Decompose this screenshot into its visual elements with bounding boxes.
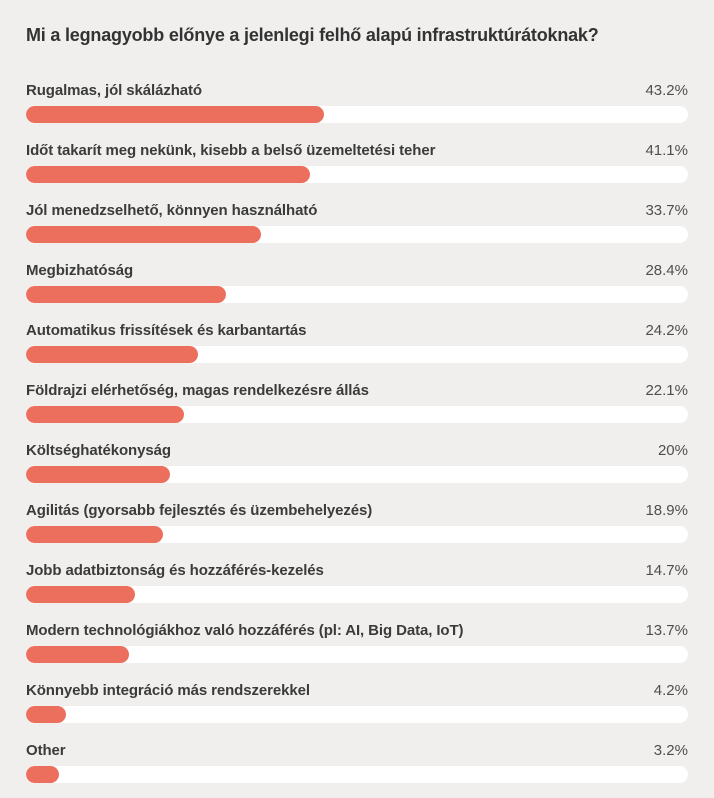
bar-row xyxy=(26,321,688,363)
bar-fill xyxy=(26,346,198,363)
bar-row-head xyxy=(26,441,688,460)
bar-value: 20% xyxy=(657,442,688,459)
bar-fill xyxy=(26,526,163,543)
bar-track xyxy=(26,646,688,663)
bar-row xyxy=(26,501,688,543)
bar-label: Földrajzi elérhetőség, magas rendelkezésre állás xyxy=(26,382,369,399)
bar-label: Agilitás (gyorsabb fejlesztés és üzembehelyezés) xyxy=(26,502,373,519)
bar-row xyxy=(26,441,688,483)
bar-label: Időt takarít meg nekünk, kisebb a belső üzemeltetési teher xyxy=(26,142,436,159)
chart-title: Mi a legnagyobb előnye a jelenlegi felhő alapú infrastruktúrátoknak? xyxy=(26,25,599,45)
bar-track xyxy=(26,406,688,423)
bar-label: Other xyxy=(26,742,66,759)
bar-value: 14.7% xyxy=(645,562,688,579)
bar-row-head xyxy=(26,381,688,400)
bar-fill xyxy=(26,106,324,123)
bar-row-head xyxy=(26,201,688,220)
bar-label: Megbizhatóság xyxy=(26,262,134,279)
bar-row xyxy=(26,261,688,303)
bar-value: 43.2% xyxy=(645,82,688,99)
bar-label: Könnyebb integráció más rendszerekkel xyxy=(26,682,310,699)
bar-fill xyxy=(26,766,59,783)
bar-row-head xyxy=(26,321,688,340)
bar-row-head xyxy=(26,621,688,640)
bar-label: Költséghatékonyság xyxy=(26,442,171,459)
bar-row-head xyxy=(26,81,688,100)
bar-track xyxy=(26,166,688,183)
bar-row-head xyxy=(26,141,688,160)
bar-value: 13.7% xyxy=(645,622,688,639)
bar-label: Automatikus frissítések és karbantartás xyxy=(26,322,307,339)
bar-row xyxy=(26,141,688,183)
bar-row xyxy=(26,681,688,723)
bar-label: Rugalmas, jól skálázható xyxy=(26,82,202,99)
bar-row-head xyxy=(26,501,688,520)
bar-row-head xyxy=(26,681,688,700)
bar-value: 41.1% xyxy=(645,142,688,159)
bar-row xyxy=(26,81,688,123)
bar-track xyxy=(26,586,688,603)
bar-row xyxy=(26,621,688,663)
bar-value: 33.7% xyxy=(645,202,688,219)
bar-row xyxy=(26,741,688,783)
bar-track xyxy=(26,526,688,543)
bar-row-head xyxy=(26,561,688,580)
bar-track xyxy=(26,286,688,303)
bar-row-head xyxy=(26,261,688,280)
bar-fill xyxy=(26,406,184,423)
bar-fill xyxy=(26,706,66,723)
bar-track xyxy=(26,766,688,783)
bar-fill xyxy=(26,586,135,603)
bar-fill xyxy=(26,166,310,183)
bar-value: 4.2% xyxy=(653,682,688,699)
bar-rows xyxy=(26,81,688,783)
bar-row xyxy=(26,561,688,603)
bar-value: 3.2% xyxy=(653,742,688,759)
bar-track xyxy=(26,106,688,123)
bar-track xyxy=(26,466,688,483)
bar-label: Modern technológiákhoz való hozzáférés (pl: AI, Big Data, IoT) xyxy=(26,622,464,639)
bar-value: 24.2% xyxy=(645,322,688,339)
bar-fill xyxy=(26,226,261,243)
bar-value: 22.1% xyxy=(645,382,688,399)
bar-label: Jól menedzselhető, könnyen használható xyxy=(26,202,318,219)
bar-fill xyxy=(26,286,226,303)
bar-row-head xyxy=(26,741,688,760)
bar-value: 18.9% xyxy=(645,502,688,519)
bar-value: 28.4% xyxy=(645,262,688,279)
bar-track xyxy=(26,346,688,363)
bar-row xyxy=(26,381,688,423)
bar-fill xyxy=(26,646,129,663)
bar-track xyxy=(26,226,688,243)
bar-fill xyxy=(26,466,170,483)
bar-track xyxy=(26,706,688,723)
bar-row xyxy=(26,201,688,243)
bar-label: Jobb adatbiztonság és hozzáférés-kezelés xyxy=(26,562,324,579)
